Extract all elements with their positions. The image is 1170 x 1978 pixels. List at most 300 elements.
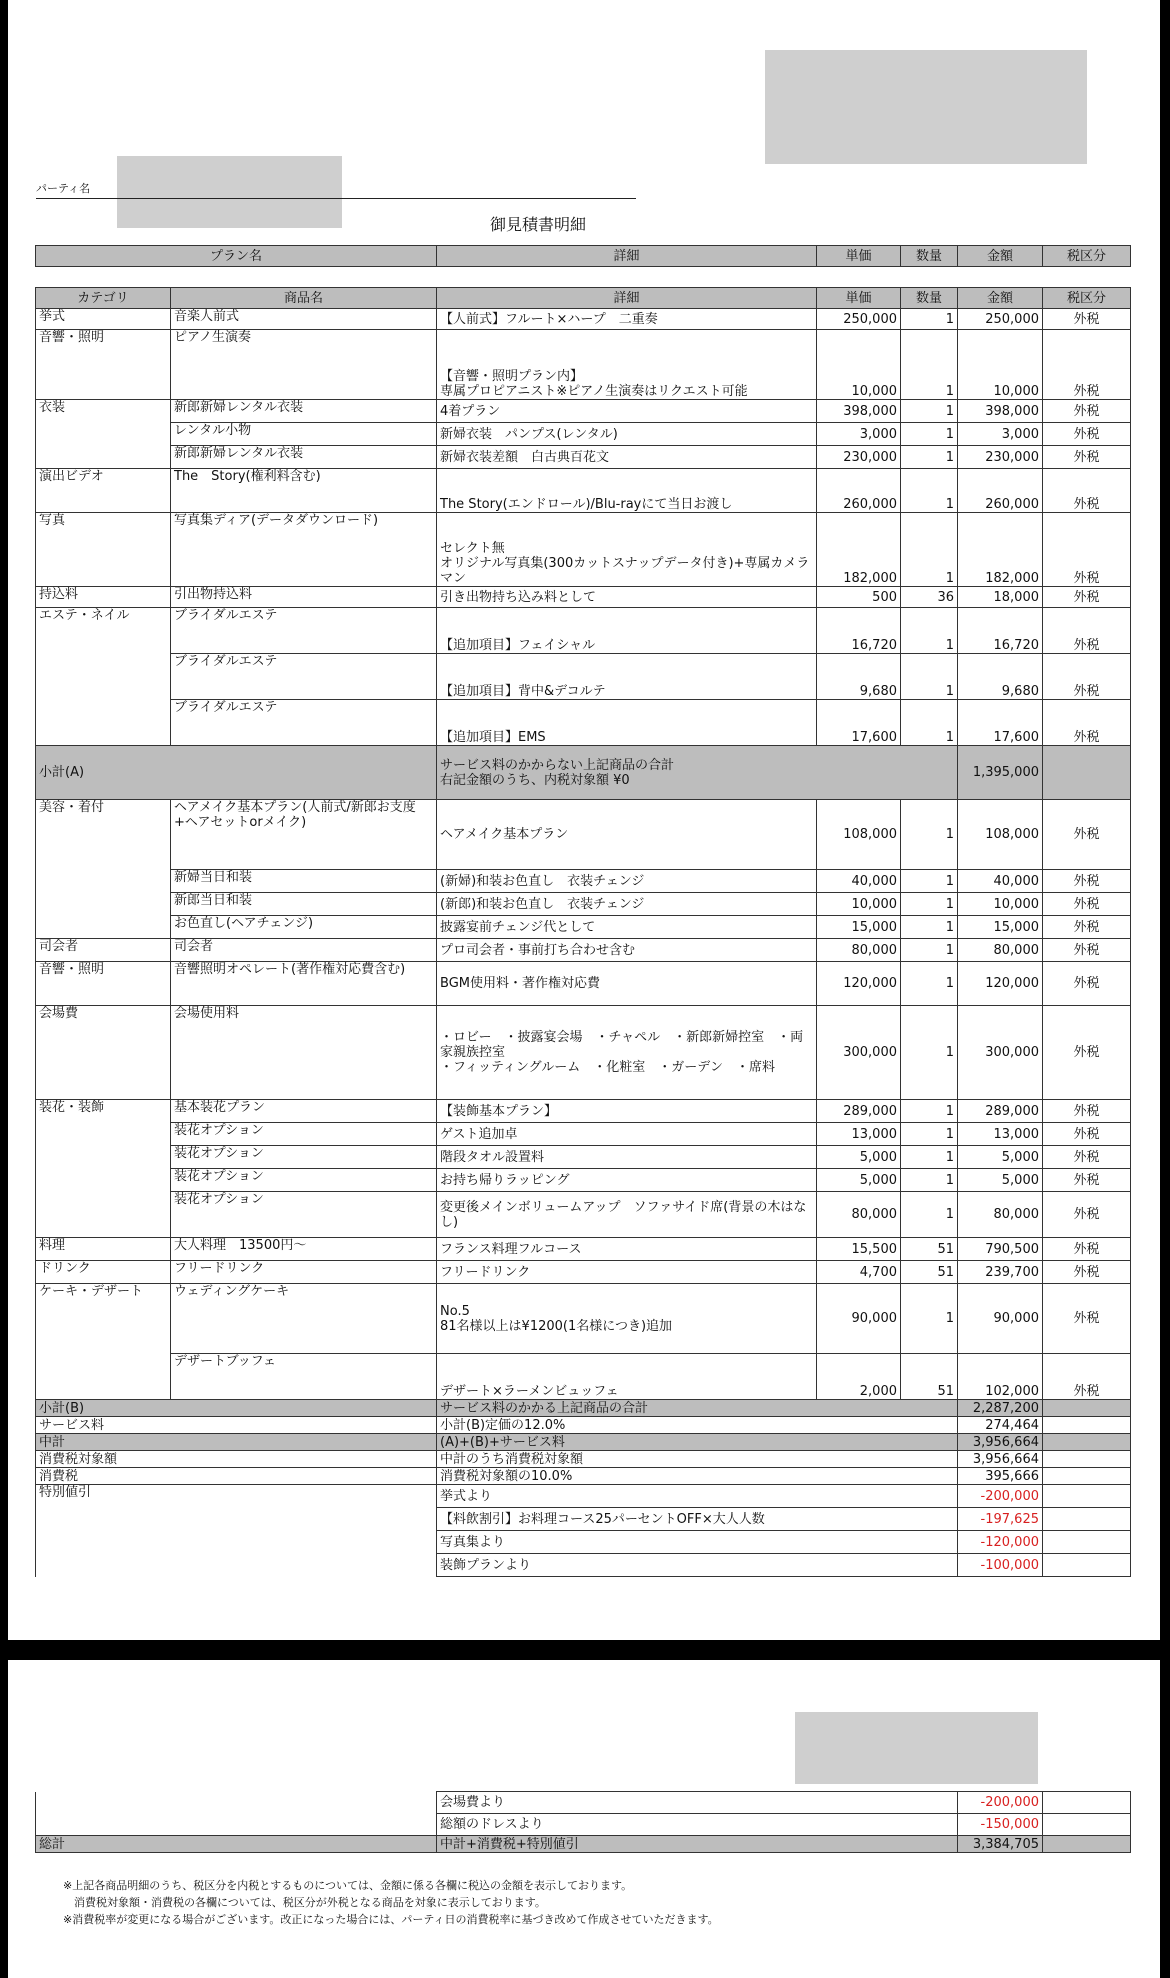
item-category: [36, 1123, 171, 1146]
subtotal-a-tax: [1043, 746, 1131, 800]
amount-header: 金額: [958, 288, 1043, 309]
item-category: 美容・着付: [36, 800, 171, 870]
item-product-name: 音響照明オペレート(著作権対応費含む): [171, 962, 437, 1006]
item-product-name: 基本装花プラン: [171, 1100, 437, 1123]
item-category: [36, 1354, 171, 1400]
item-category: [36, 1146, 171, 1169]
discount-tax: [1043, 1508, 1131, 1531]
item-tax-category: 外税: [1043, 893, 1131, 916]
item-quantity: 1: [901, 893, 958, 916]
item-detail: 披露宴前チェンジ代として: [437, 916, 817, 939]
item-product-name: フリードリンク: [171, 1261, 437, 1284]
item-row: [36, 1006, 1131, 1100]
item-unit-price: 182,000: [817, 513, 901, 587]
summary-amount: 2,287,200: [958, 1400, 1043, 1417]
item-category: 料理: [36, 1238, 171, 1261]
item-detail: 引き出物持ち込み料として: [437, 587, 817, 608]
item-quantity: 51: [901, 1261, 958, 1284]
discount-detail: 総額のドレスより: [437, 1814, 958, 1836]
item-category: 写真: [36, 513, 171, 587]
item-detail: BGM使用料・著作権対応費: [437, 962, 817, 1006]
item-category: 司会者: [36, 939, 171, 962]
item-row: [36, 608, 1131, 654]
item-row: [36, 1261, 1131, 1284]
item-row: [36, 309, 1131, 330]
item-tax-category: 外税: [1043, 1123, 1131, 1146]
plan-name-header: プラン名: [36, 246, 437, 267]
item-row: [36, 446, 1131, 469]
item-amount: 120,000: [958, 962, 1043, 1006]
summary-detail: サービス料のかかる上記商品の合計: [437, 1400, 958, 1417]
item-category: 音響・照明: [36, 330, 171, 400]
item-product-name: ヘアメイク基本プラン(人前式/新郎お支度+ヘアセットorメイク): [171, 800, 437, 870]
item-product-name: The Story(権利料含む): [171, 469, 437, 513]
summary-amount: 274,464: [958, 1417, 1043, 1434]
item-unit-price: 17,600: [817, 700, 901, 746]
discount-label: [36, 1554, 437, 1577]
item-product-name: 写真集ディア(データダウンロード): [171, 513, 437, 587]
item-amount: 5,000: [958, 1146, 1043, 1169]
item-row: [36, 1123, 1131, 1146]
item-detail: No.5 81名様以上は¥1200(1名様につき)追加: [437, 1284, 817, 1354]
item-amount: 5,000: [958, 1169, 1043, 1192]
item-quantity: 1: [901, 1169, 958, 1192]
discount-label: [36, 1814, 437, 1836]
item-row: [36, 400, 1131, 423]
item-tax-category: 外税: [1043, 446, 1131, 469]
item-amount: 10,000: [958, 330, 1043, 400]
item-unit-price: 260,000: [817, 469, 901, 513]
item-amount: 398,000: [958, 400, 1043, 423]
item-product-name: 装花オプション: [171, 1169, 437, 1192]
item-detail: 4着プラン: [437, 400, 817, 423]
item-category: [36, 1169, 171, 1192]
grand-total-detail: 中計+消費税+特別値引: [437, 1836, 958, 1853]
item-quantity: 1: [901, 1100, 958, 1123]
item-detail: 【追加項目】EMS: [437, 700, 817, 746]
item-category: [36, 700, 171, 746]
item-category: 衣装: [36, 400, 171, 423]
item-row: [36, 1354, 1131, 1400]
item-amount: 90,000: [958, 1284, 1043, 1354]
plan-amount-header: 金額: [958, 246, 1043, 267]
item-category: 会場費: [36, 1006, 171, 1100]
item-product-name: 装花オプション: [171, 1192, 437, 1238]
grand-total-row: [36, 1836, 1131, 1853]
item-quantity: 1: [901, 469, 958, 513]
summary-detail: (A)+(B)+サービス料: [437, 1434, 958, 1451]
item-quantity: 1: [901, 423, 958, 446]
item-tax-category: 外税: [1043, 916, 1131, 939]
item-tax-category: 外税: [1043, 962, 1131, 1006]
estimate-page-2: [8, 1660, 1160, 1978]
plan-qty-header: 数量: [901, 246, 958, 267]
category-header: カテゴリ: [36, 288, 171, 309]
item-detail: ヘアメイク基本プラン: [437, 800, 817, 870]
item-quantity: 1: [901, 446, 958, 469]
item-quantity: 1: [901, 916, 958, 939]
item-amount: 10,000: [958, 893, 1043, 916]
summary-amount: 3,956,664: [958, 1451, 1043, 1468]
item-category: 音響・照明: [36, 962, 171, 1006]
item-detail: 【音響・照明プラン内】 専属プロピアニスト※ピアノ生演奏はリクエスト可能: [437, 330, 817, 400]
item-product-name: 大人料理 13500円～: [171, 1238, 437, 1261]
item-product-name: 新郎当日和装: [171, 893, 437, 916]
discount-amount: -150,000: [958, 1814, 1043, 1836]
discount-label: [36, 1531, 437, 1554]
item-row: [36, 870, 1131, 893]
item-unit-price: 398,000: [817, 400, 901, 423]
item-quantity: 1: [901, 1284, 958, 1354]
discount-row: [36, 1531, 1131, 1554]
discount-label: [36, 1792, 437, 1814]
item-detail: セレクト無 オリジナル写真集(300カットスナップデータ付き)+専属カメラマン: [437, 513, 817, 587]
item-row: [36, 1192, 1131, 1238]
summary-table: [35, 1399, 1131, 1577]
item-unit-price: 9,680: [817, 654, 901, 700]
discount-tax: [1043, 1485, 1131, 1508]
discount-detail: 【料飲割引】お料理コース25パーセントOFF×大人人数: [437, 1508, 958, 1531]
item-amount: 17,600: [958, 700, 1043, 746]
item-amount: 15,000: [958, 916, 1043, 939]
item-tax-category: 外税: [1043, 654, 1131, 700]
item-detail: (新婦)和装お色直し 衣装チェンジ: [437, 870, 817, 893]
item-tax-category: 外税: [1043, 400, 1131, 423]
item-category: [36, 446, 171, 469]
summary-label: 中計: [36, 1434, 437, 1451]
subtotal-a-row: [36, 746, 1131, 800]
item-detail: フランス料理フルコース: [437, 1238, 817, 1261]
document-title: 御見積書明細: [489, 215, 586, 234]
item-category: 装花・装飾: [36, 1100, 171, 1123]
detail-header: 詳細: [437, 288, 817, 309]
item-amount: 16,720: [958, 608, 1043, 654]
item-amount: 790,500: [958, 1238, 1043, 1261]
item-quantity: 51: [901, 1238, 958, 1261]
item-amount: 300,000: [958, 1006, 1043, 1100]
item-row: [36, 469, 1131, 513]
item-unit-price: 250,000: [817, 309, 901, 330]
item-unit-price: 40,000: [817, 870, 901, 893]
item-tax-category: 外税: [1043, 1146, 1131, 1169]
item-unit-price: 120,000: [817, 962, 901, 1006]
item-tax-category: 外税: [1043, 587, 1131, 608]
item-detail: (新郎)和装お色直し 衣装チェンジ: [437, 893, 817, 916]
item-detail: ゲスト追加卓: [437, 1123, 817, 1146]
item-row: [36, 654, 1131, 700]
redacted-block: [765, 50, 1087, 164]
item-detail: フリードリンク: [437, 1261, 817, 1284]
plan-unit-price-header: 単価: [817, 246, 901, 267]
discount-tax: [1043, 1531, 1131, 1554]
footnote-1: ※上記各商品明細のうち、税区分を内税とするものについては、金額に係る各欄に税込の金額を表示しております。: [63, 1879, 633, 1892]
item-unit-price: 80,000: [817, 1192, 901, 1238]
summary-detail: 消費税対象額の10.0%: [437, 1468, 958, 1485]
unit-price-header: 単価: [817, 288, 901, 309]
item-unit-price: 300,000: [817, 1006, 901, 1100]
item-tax-category: 外税: [1043, 800, 1131, 870]
discount-detail: 写真集より: [437, 1531, 958, 1554]
item-tax-category: 外税: [1043, 1354, 1131, 1400]
plan-tax-header: 税区分: [1043, 246, 1131, 267]
item-tax-category: 外税: [1043, 1006, 1131, 1100]
continued-discount-table: [35, 1791, 1131, 1853]
discount-amount: -100,000: [958, 1554, 1043, 1577]
summary-label: 小計(B): [36, 1400, 437, 1417]
discount-amount: -197,625: [958, 1508, 1043, 1531]
item-tax-category: 外税: [1043, 513, 1131, 587]
item-category: 挙式: [36, 309, 171, 330]
item-amount: 9,680: [958, 654, 1043, 700]
items-table: [35, 287, 1131, 1400]
item-row: [36, 939, 1131, 962]
summary-label: サービス料: [36, 1417, 437, 1434]
footnote-2: 消費税対象額・消費税の各欄については、税区分が外税となる商品を対象に表示しております。: [63, 1896, 546, 1909]
grand-total-tax: [1043, 1836, 1131, 1853]
item-row: [36, 1238, 1131, 1261]
item-quantity: 36: [901, 587, 958, 608]
discount-row: [36, 1554, 1131, 1577]
item-quantity: 1: [901, 330, 958, 400]
item-unit-price: 10,000: [817, 893, 901, 916]
item-product-name: 新婦当日和装: [171, 870, 437, 893]
item-unit-price: 15,000: [817, 916, 901, 939]
item-unit-price: 80,000: [817, 939, 901, 962]
item-row: [36, 1146, 1131, 1169]
item-product-name: 装花オプション: [171, 1123, 437, 1146]
item-category: エステ・ネイル: [36, 608, 171, 654]
discount-detail: 会場費より: [437, 1792, 958, 1814]
summary-row: [36, 1468, 1131, 1485]
item-quantity: 1: [901, 400, 958, 423]
item-tax-category: 外税: [1043, 1100, 1131, 1123]
item-product-name: ブライダルエステ: [171, 654, 437, 700]
item-tax-category: 外税: [1043, 608, 1131, 654]
item-quantity: 1: [901, 1006, 958, 1100]
item-detail: デザート×ラーメンビュッフェ: [437, 1354, 817, 1400]
discount-row: [36, 1814, 1131, 1836]
item-tax-category: 外税: [1043, 700, 1131, 746]
item-category: 持込料: [36, 587, 171, 608]
item-amount: 40,000: [958, 870, 1043, 893]
summary-detail: 小計(B)定価の12.0%: [437, 1417, 958, 1434]
item-quantity: 51: [901, 1354, 958, 1400]
summary-label: 消費税: [36, 1468, 437, 1485]
item-tax-category: 外税: [1043, 423, 1131, 446]
footnotes: [63, 1877, 719, 1928]
summary-tax: [1043, 1417, 1131, 1434]
item-amount: 80,000: [958, 1192, 1043, 1238]
discount-row: [36, 1508, 1131, 1531]
summary-tax: [1043, 1451, 1131, 1468]
discount-row: [36, 1792, 1131, 1814]
discount-amount: -200,000: [958, 1485, 1043, 1508]
item-detail: 【追加項目】フェイシャル: [437, 608, 817, 654]
tax-header: 税区分: [1043, 288, 1131, 309]
item-detail: プロ司会者・事前打ち合わせ含む: [437, 939, 817, 962]
discount-tax: [1043, 1554, 1131, 1577]
item-detail: 新婦衣装 パンプス(レンタル): [437, 423, 817, 446]
discount-tax: [1043, 1814, 1131, 1836]
discount-tax: [1043, 1792, 1131, 1814]
item-product-name: ブライダルエステ: [171, 608, 437, 654]
item-unit-price: 230,000: [817, 446, 901, 469]
item-unit-price: 5,000: [817, 1169, 901, 1192]
item-amount: 182,000: [958, 513, 1043, 587]
footnote-3: ※消費税率が変更になる場合がございます。改正になった場合には、パーティ日の消費税率に基づき改めて作成させていただきます。: [63, 1913, 719, 1926]
item-category: 演出ビデオ: [36, 469, 171, 513]
discount-amount: -120,000: [958, 1531, 1043, 1554]
item-row: [36, 916, 1131, 939]
item-quantity: 1: [901, 870, 958, 893]
subtotal-a-amount: 1,395,000: [958, 746, 1043, 800]
item-detail: 新婦衣装差額 白古典百花文: [437, 446, 817, 469]
item-category: ドリンク: [36, 1261, 171, 1284]
item-detail: 変更後メインボリュームアップ ソファサイド席(背景の木はなし): [437, 1192, 817, 1238]
item-unit-price: 15,500: [817, 1238, 901, 1261]
item-product-name: 引出物持込料: [171, 587, 437, 608]
item-unit-price: 289,000: [817, 1100, 901, 1123]
discount-amount: -200,000: [958, 1792, 1043, 1814]
item-unit-price: 16,720: [817, 608, 901, 654]
item-quantity: 1: [901, 608, 958, 654]
summary-row: [36, 1400, 1131, 1417]
item-detail: 【装飾基本プラン】: [437, 1100, 817, 1123]
summary-row: [36, 1417, 1131, 1434]
summary-tax: [1043, 1400, 1131, 1417]
product-header: 商品名: [171, 288, 437, 309]
item-quantity: 1: [901, 1123, 958, 1146]
discount-label: [36, 1508, 437, 1531]
item-amount: 13,000: [958, 1123, 1043, 1146]
item-unit-price: 108,000: [817, 800, 901, 870]
item-unit-price: 90,000: [817, 1284, 901, 1354]
item-product-name: 新郎新婦レンタル衣装: [171, 400, 437, 423]
item-tax-category: 外税: [1043, 1261, 1131, 1284]
item-tax-category: 外税: [1043, 309, 1131, 330]
item-category: [36, 423, 171, 446]
item-row: [36, 1100, 1131, 1123]
item-category: [36, 654, 171, 700]
item-detail: The Story(エンドロール)/Blu-rayにて当日お渡し: [437, 469, 817, 513]
item-category: [36, 916, 171, 939]
item-row: [36, 700, 1131, 746]
item-row: [36, 423, 1131, 446]
summary-tax: [1043, 1434, 1131, 1451]
summary-row: [36, 1434, 1131, 1451]
discount-row: [36, 1485, 1131, 1508]
item-quantity: 1: [901, 309, 958, 330]
item-tax-category: 外税: [1043, 1284, 1131, 1354]
summary-label: 消費税対象額: [36, 1451, 437, 1468]
item-detail: 階段タオル設置料: [437, 1146, 817, 1169]
item-unit-price: 3,000: [817, 423, 901, 446]
item-amount: 239,700: [958, 1261, 1043, 1284]
item-product-name: 会場使用料: [171, 1006, 437, 1100]
item-product-name: 新郎新婦レンタル衣装: [171, 446, 437, 469]
item-row: [36, 1284, 1131, 1354]
discount-label: 特別値引: [36, 1485, 437, 1508]
item-product-name: デザートブッフェ: [171, 1354, 437, 1400]
item-amount: 260,000: [958, 469, 1043, 513]
item-row: [36, 587, 1131, 608]
item-detail: お持ち帰りラッピング: [437, 1169, 817, 1192]
item-category: ケーキ・デザート: [36, 1284, 171, 1354]
discount-detail: 装飾プランより: [437, 1554, 958, 1577]
item-product-name: ブライダルエステ: [171, 700, 437, 746]
summary-amount: 3,956,664: [958, 1434, 1043, 1451]
discount-detail: 挙式より: [437, 1485, 958, 1508]
party-name-underline: [36, 198, 636, 199]
item-row: [36, 330, 1131, 400]
plan-detail-header: 詳細: [437, 246, 817, 267]
item-amount: 3,000: [958, 423, 1043, 446]
item-quantity: 1: [901, 1146, 958, 1169]
party-name-label: パーティ名: [36, 182, 91, 195]
grand-total-label: 総計: [36, 1836, 437, 1853]
item-tax-category: 外税: [1043, 469, 1131, 513]
item-amount: 18,000: [958, 587, 1043, 608]
qty-header: 数量: [901, 288, 958, 309]
item-amount: 80,000: [958, 939, 1043, 962]
summary-tax: [1043, 1468, 1131, 1485]
item-quantity: 1: [901, 513, 958, 587]
item-product-name: 司会者: [171, 939, 437, 962]
grand-total-amount: 3,384,705: [958, 1836, 1043, 1853]
item-tax-category: 外税: [1043, 330, 1131, 400]
item-tax-category: 外税: [1043, 1238, 1131, 1261]
item-unit-price: 2,000: [817, 1354, 901, 1400]
item-detail: ・ロビー ・披露宴会場 ・チャペル ・新郎新婦控室 ・両家親族控室 ・フィッティングルーム ・化粧室 ・ガーデン ・席料: [437, 1006, 817, 1100]
item-quantity: 1: [901, 1192, 958, 1238]
item-product-name: 音楽人前式: [171, 309, 437, 330]
item-product-name: ウェディングケーキ: [171, 1284, 437, 1354]
item-amount: 108,000: [958, 800, 1043, 870]
item-quantity: 1: [901, 800, 958, 870]
item-row: [36, 513, 1131, 587]
item-row: [36, 962, 1131, 1006]
item-category: [36, 870, 171, 893]
plan-header-table: [35, 245, 1131, 267]
item-unit-price: 500: [817, 587, 901, 608]
item-amount: 102,000: [958, 1354, 1043, 1400]
item-unit-price: 5,000: [817, 1146, 901, 1169]
item-amount: 230,000: [958, 446, 1043, 469]
item-row: [36, 1169, 1131, 1192]
item-quantity: 1: [901, 700, 958, 746]
item-product-name: お色直し(ヘアチェンジ): [171, 916, 437, 939]
estimate-page-1: [8, 0, 1160, 1640]
item-row: [36, 893, 1131, 916]
item-product-name: ピアノ生演奏: [171, 330, 437, 400]
item-tax-category: 外税: [1043, 1169, 1131, 1192]
item-detail: 【人前式】フルート×ハープ 二重奏: [437, 309, 817, 330]
item-row: [36, 800, 1131, 870]
item-category: [36, 893, 171, 916]
item-tax-category: 外税: [1043, 1192, 1131, 1238]
subtotal-a-label: 小計(A): [36, 746, 437, 800]
item-product-name: レンタル小物: [171, 423, 437, 446]
summary-row: [36, 1451, 1131, 1468]
item-amount: 289,000: [958, 1100, 1043, 1123]
item-detail: 【追加項目】背中&デコルテ: [437, 654, 817, 700]
item-amount: 250,000: [958, 309, 1043, 330]
item-quantity: 1: [901, 939, 958, 962]
summary-detail: 中計のうち消費税対象額: [437, 1451, 958, 1468]
item-unit-price: 10,000: [817, 330, 901, 400]
summary-amount: 395,666: [958, 1468, 1043, 1485]
item-unit-price: 4,700: [817, 1261, 901, 1284]
